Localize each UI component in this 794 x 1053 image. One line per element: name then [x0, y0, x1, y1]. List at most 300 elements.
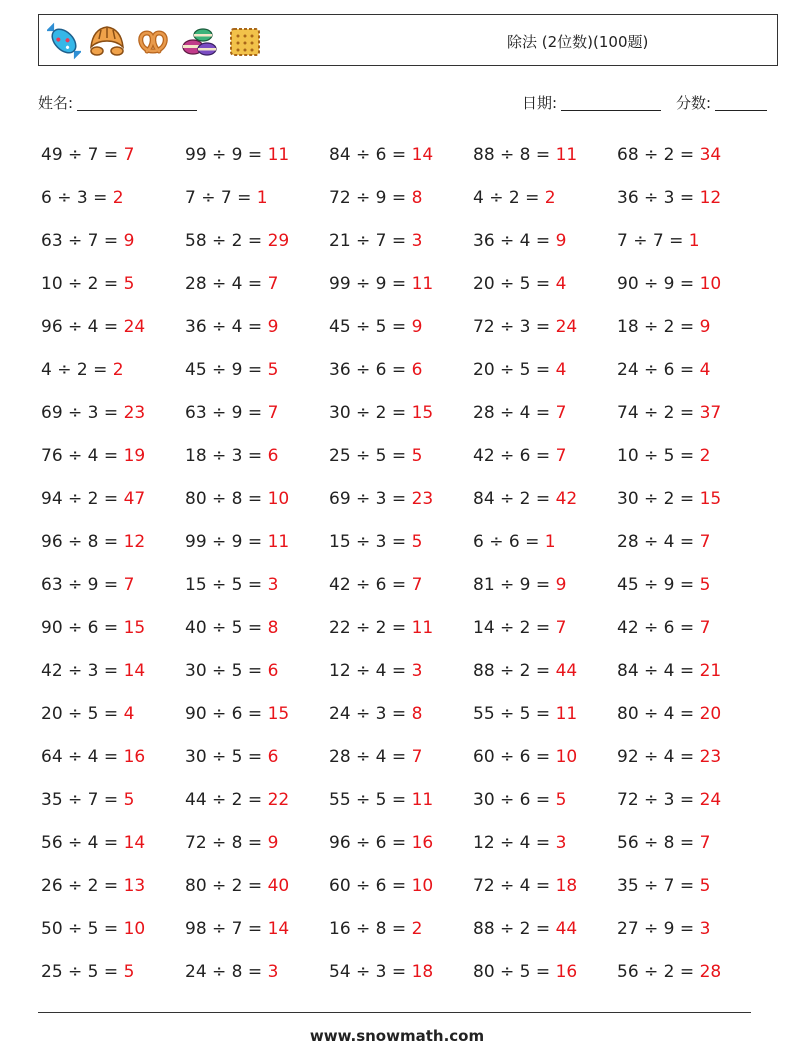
problem-cell [329, 785, 473, 828]
problem-question: 20 ÷ 5 = [41, 704, 119, 724]
problem-cell [473, 871, 617, 914]
footer-divider [38, 1012, 751, 1013]
problem-cell [473, 441, 617, 484]
problem-question: 42 ÷ 6 = [329, 575, 407, 595]
header-box [38, 14, 778, 66]
problem-question: 36 ÷ 4 = [185, 317, 263, 337]
problem-question: 63 ÷ 9 = [185, 403, 263, 423]
problem-cell [473, 269, 617, 312]
problem-cell [41, 699, 185, 742]
problem-answer: 24 [699, 790, 722, 810]
problem-cell [329, 742, 473, 785]
problem-answer: 5 [267, 360, 279, 380]
problem-question: 56 ÷ 2 = [617, 962, 695, 982]
problem-question: 4 ÷ 2 = [41, 360, 108, 380]
problem-answer: 23 [699, 747, 722, 767]
problem-cell [329, 570, 473, 613]
problem-question: 72 ÷ 3 = [473, 317, 551, 337]
problem-cell [617, 441, 761, 484]
problem-cell [41, 484, 185, 527]
problem-question: 22 ÷ 2 = [329, 618, 407, 638]
problem-cell [617, 226, 761, 269]
problem-question: 72 ÷ 8 = [185, 833, 263, 853]
problem-cell [617, 914, 761, 957]
problem-row [41, 355, 761, 398]
problem-question: 30 ÷ 2 = [617, 489, 695, 509]
problem-question: 64 ÷ 4 = [41, 747, 119, 767]
problem-question: 12 ÷ 4 = [329, 661, 407, 681]
problem-question: 55 ÷ 5 = [329, 790, 407, 810]
problem-cell [329, 656, 473, 699]
problem-answer: 16 [555, 962, 578, 982]
problem-question: 15 ÷ 5 = [185, 575, 263, 595]
problem-question: 96 ÷ 8 = [41, 532, 119, 552]
problem-answer: 34 [699, 145, 722, 165]
problem-question: 26 ÷ 2 = [41, 876, 119, 896]
problem-question: 81 ÷ 9 = [473, 575, 551, 595]
problem-question: 30 ÷ 5 = [185, 747, 263, 767]
problem-answer: 8 [267, 618, 279, 638]
problem-question: 88 ÷ 8 = [473, 145, 551, 165]
problem-question: 84 ÷ 6 = [329, 145, 407, 165]
problem-cell [185, 269, 329, 312]
problem-question: 72 ÷ 4 = [473, 876, 551, 896]
problem-cell [185, 441, 329, 484]
problem-answer: 11 [411, 274, 434, 294]
problem-cell [41, 742, 185, 785]
problem-question: 72 ÷ 9 = [329, 188, 407, 208]
problem-answer: 11 [267, 532, 290, 552]
problem-answer: 7 [123, 575, 135, 595]
problem-question: 90 ÷ 9 = [617, 274, 695, 294]
problem-question: 69 ÷ 3 = [329, 489, 407, 509]
cracker-icon [225, 21, 265, 61]
problem-question: 15 ÷ 3 = [329, 532, 407, 552]
problem-question: 30 ÷ 6 = [473, 790, 551, 810]
problem-answer: 1 [544, 532, 556, 552]
problem-cell [329, 226, 473, 269]
problem-answer: 7 [699, 532, 711, 552]
problem-question: 56 ÷ 4 = [41, 833, 119, 853]
date-blank[interactable] [561, 94, 661, 111]
problem-answer: 9 [267, 317, 279, 337]
problem-row [41, 398, 761, 441]
problem-cell [185, 226, 329, 269]
problem-question: 80 ÷ 4 = [617, 704, 695, 724]
problem-answer: 15 [267, 704, 290, 724]
problem-question: 12 ÷ 4 = [473, 833, 551, 853]
problem-answer: 7 [267, 274, 279, 294]
problem-question: 28 ÷ 4 = [617, 532, 695, 552]
problem-answer: 10 [411, 876, 434, 896]
score-label: 分数: [676, 94, 712, 112]
problem-answer: 3 [411, 661, 423, 681]
problem-answer: 7 [555, 618, 567, 638]
problem-question: 45 ÷ 9 = [617, 575, 695, 595]
problem-cell [185, 183, 329, 226]
problem-answer: 9 [699, 317, 711, 337]
problem-answer: 15 [699, 489, 722, 509]
problem-answer: 18 [411, 962, 434, 982]
problem-cell [41, 226, 185, 269]
problem-answer: 6 [267, 747, 279, 767]
problem-answer: 1 [688, 231, 700, 251]
problem-answer: 4 [555, 360, 567, 380]
problem-cell [473, 785, 617, 828]
problem-question: 60 ÷ 6 = [473, 747, 551, 767]
problem-answer: 8 [411, 188, 423, 208]
problem-cell [185, 785, 329, 828]
problem-answer: 6 [267, 661, 279, 681]
problem-answer: 5 [123, 962, 135, 982]
problem-cell [617, 140, 761, 183]
problem-cell [473, 828, 617, 871]
problem-question: 7 ÷ 7 = [617, 231, 684, 251]
problem-cell [473, 312, 617, 355]
problem-question: 10 ÷ 2 = [41, 274, 119, 294]
problem-cell [329, 398, 473, 441]
problem-answer: 7 [699, 618, 711, 638]
problem-answer: 12 [699, 188, 722, 208]
problem-row [41, 613, 761, 656]
problem-answer: 11 [555, 704, 578, 724]
problem-question: 42 ÷ 6 = [617, 618, 695, 638]
problem-row [41, 527, 761, 570]
problem-cell [329, 914, 473, 957]
problem-cell [473, 613, 617, 656]
problem-cell [329, 613, 473, 656]
problem-answer: 4 [699, 360, 711, 380]
problem-cell [617, 742, 761, 785]
problem-cell [41, 312, 185, 355]
problem-answer: 5 [411, 532, 423, 552]
croissant-icon [87, 21, 127, 61]
problem-question: 76 ÷ 4 = [41, 446, 119, 466]
date-field[interactable] [522, 92, 661, 113]
problem-question: 80 ÷ 8 = [185, 489, 263, 509]
problem-answer: 44 [555, 661, 578, 681]
problem-cell [41, 656, 185, 699]
problem-question: 88 ÷ 2 = [473, 661, 551, 681]
problem-question: 94 ÷ 2 = [41, 489, 119, 509]
problem-row [41, 441, 761, 484]
problem-row [41, 699, 761, 742]
problem-question: 99 ÷ 9 = [329, 274, 407, 294]
problem-answer: 3 [267, 962, 279, 982]
problem-question: 42 ÷ 3 = [41, 661, 119, 681]
problem-cell [41, 828, 185, 871]
problem-question: 80 ÷ 5 = [473, 962, 551, 982]
problem-answer: 2 [112, 188, 124, 208]
problem-row [41, 656, 761, 699]
problem-answer: 16 [411, 833, 434, 853]
problem-answer: 3 [699, 919, 711, 939]
problem-answer: 9 [411, 317, 423, 337]
problem-answer: 14 [123, 833, 146, 853]
problem-question: 35 ÷ 7 = [617, 876, 695, 896]
problem-cell [329, 140, 473, 183]
problem-question: 99 ÷ 9 = [185, 145, 263, 165]
problem-question: 68 ÷ 2 = [617, 145, 695, 165]
problem-cell [329, 699, 473, 742]
problem-answer: 37 [699, 403, 722, 423]
problem-answer: 7 [267, 403, 279, 423]
problem-cell [41, 871, 185, 914]
problem-answer: 3 [267, 575, 279, 595]
problem-question: 16 ÷ 8 = [329, 919, 407, 939]
problem-question: 80 ÷ 2 = [185, 876, 263, 896]
problem-answer: 22 [267, 790, 290, 810]
problem-row [41, 957, 761, 1000]
problem-row [41, 183, 761, 226]
problem-answer: 14 [267, 919, 290, 939]
problem-cell [41, 441, 185, 484]
problem-cell [617, 398, 761, 441]
problem-cell [329, 828, 473, 871]
problem-question: 36 ÷ 6 = [329, 360, 407, 380]
problem-answer: 2 [411, 919, 423, 939]
problem-cell [41, 957, 185, 1000]
problem-question: 74 ÷ 2 = [617, 403, 695, 423]
problem-answer: 9 [555, 231, 567, 251]
problem-answer: 14 [123, 661, 146, 681]
problem-question: 20 ÷ 5 = [473, 274, 551, 294]
problem-question: 28 ÷ 4 = [329, 747, 407, 767]
problem-question: 25 ÷ 5 = [41, 962, 119, 982]
problem-row [41, 484, 761, 527]
problem-answer: 15 [411, 403, 434, 423]
problem-answer: 14 [411, 145, 434, 165]
problem-row [41, 828, 761, 871]
problem-answer: 7 [411, 575, 423, 595]
problem-question: 6 ÷ 6 = [473, 532, 540, 552]
problem-cell [185, 742, 329, 785]
problem-answer: 5 [699, 575, 711, 595]
problem-question: 50 ÷ 5 = [41, 919, 119, 939]
problem-answer: 9 [123, 231, 135, 251]
problem-cell [41, 269, 185, 312]
problem-answer: 19 [123, 446, 146, 466]
problem-cell [329, 269, 473, 312]
problem-answer: 16 [123, 747, 146, 767]
score-field[interactable] [676, 92, 767, 113]
problem-cell [617, 527, 761, 570]
problem-answer: 24 [123, 317, 146, 337]
problem-row [41, 570, 761, 613]
problem-answer: 10 [123, 919, 146, 939]
problem-cell [617, 570, 761, 613]
problem-answer: 28 [699, 962, 722, 982]
problem-grid [41, 140, 761, 1000]
problem-answer: 24 [555, 317, 578, 337]
problem-question: 45 ÷ 5 = [329, 317, 407, 337]
problem-cell [41, 398, 185, 441]
problem-cell [329, 441, 473, 484]
problem-answer: 18 [555, 876, 578, 896]
problem-answer: 9 [267, 833, 279, 853]
problem-answer: 23 [411, 489, 434, 509]
problem-cell [473, 699, 617, 742]
problem-question: 36 ÷ 3 = [617, 188, 695, 208]
problem-cell [473, 742, 617, 785]
problem-question: 84 ÷ 4 = [617, 661, 695, 681]
problem-cell [185, 613, 329, 656]
problem-answer: 5 [123, 790, 135, 810]
problem-cell [41, 527, 185, 570]
problem-row [41, 312, 761, 355]
problem-question: 99 ÷ 9 = [185, 532, 263, 552]
problem-cell [473, 484, 617, 527]
problem-cell [617, 785, 761, 828]
problem-cell [185, 570, 329, 613]
problem-question: 49 ÷ 7 = [41, 145, 119, 165]
problem-cell [473, 656, 617, 699]
problem-answer: 11 [411, 790, 434, 810]
problem-question: 88 ÷ 2 = [473, 919, 551, 939]
problem-cell [329, 871, 473, 914]
problem-answer: 8 [411, 704, 423, 724]
problem-answer: 7 [555, 446, 567, 466]
problem-answer: 23 [123, 403, 146, 423]
problem-question: 27 ÷ 9 = [617, 919, 695, 939]
problem-question: 4 ÷ 2 = [473, 188, 540, 208]
problem-cell [41, 183, 185, 226]
problem-question: 44 ÷ 2 = [185, 790, 263, 810]
problem-answer: 40 [267, 876, 290, 896]
problem-answer: 2 [544, 188, 556, 208]
problem-answer: 10 [555, 747, 578, 767]
problem-answer: 15 [123, 618, 146, 638]
problem-row [41, 140, 761, 183]
problem-question: 35 ÷ 7 = [41, 790, 119, 810]
problem-cell [617, 312, 761, 355]
problem-question: 92 ÷ 4 = [617, 747, 695, 767]
problem-cell [617, 613, 761, 656]
problem-cell [185, 484, 329, 527]
problem-cell [473, 914, 617, 957]
problem-row [41, 269, 761, 312]
problem-cell [617, 699, 761, 742]
problem-question: 24 ÷ 8 = [185, 962, 263, 982]
problem-answer: 4 [555, 274, 567, 294]
problem-cell [185, 914, 329, 957]
problem-cell [617, 957, 761, 1000]
problem-cell [473, 570, 617, 613]
problem-question: 7 ÷ 7 = [185, 188, 252, 208]
problem-cell [473, 398, 617, 441]
problem-answer: 7 [699, 833, 711, 853]
problem-cell [329, 355, 473, 398]
problem-answer: 5 [699, 876, 711, 896]
problem-answer: 2 [699, 446, 711, 466]
problem-answer: 11 [555, 145, 578, 165]
problem-cell [329, 183, 473, 226]
problem-answer: 44 [555, 919, 578, 939]
problem-cell [185, 656, 329, 699]
problem-question: 28 ÷ 4 = [185, 274, 263, 294]
problem-question: 24 ÷ 3 = [329, 704, 407, 724]
problem-question: 21 ÷ 7 = [329, 231, 407, 251]
problem-answer: 11 [267, 145, 290, 165]
pretzel-icon [133, 21, 173, 61]
problem-question: 60 ÷ 6 = [329, 876, 407, 896]
problem-question: 63 ÷ 7 = [41, 231, 119, 251]
problem-cell [185, 699, 329, 742]
problem-answer: 6 [267, 446, 279, 466]
problem-question: 36 ÷ 4 = [473, 231, 551, 251]
candy-icon [47, 21, 81, 61]
problem-answer: 10 [267, 489, 290, 509]
worksheet-title: 除法 (2位数)(100题) [507, 33, 649, 51]
problem-question: 96 ÷ 4 = [41, 317, 119, 337]
problem-answer: 9 [555, 575, 567, 595]
problem-question: 90 ÷ 6 = [185, 704, 263, 724]
problem-answer: 3 [411, 231, 423, 251]
problem-cell [329, 527, 473, 570]
problem-question: 18 ÷ 3 = [185, 446, 263, 466]
problem-row [41, 871, 761, 914]
problem-question: 30 ÷ 5 = [185, 661, 263, 681]
problem-question: 69 ÷ 3 = [41, 403, 119, 423]
problem-cell [473, 355, 617, 398]
problem-cell [41, 355, 185, 398]
problem-answer: 4 [123, 704, 135, 724]
problem-cell [617, 269, 761, 312]
problem-cell [185, 871, 329, 914]
problem-question: 55 ÷ 5 = [473, 704, 551, 724]
problem-question: 30 ÷ 2 = [329, 403, 407, 423]
problem-question: 40 ÷ 5 = [185, 618, 263, 638]
problem-question: 20 ÷ 5 = [473, 360, 551, 380]
name-field[interactable] [38, 92, 197, 113]
problem-cell [185, 957, 329, 1000]
problem-cell [41, 914, 185, 957]
problem-question: 14 ÷ 2 = [473, 618, 551, 638]
problem-cell [41, 570, 185, 613]
problem-answer: 2 [112, 360, 124, 380]
problem-cell [617, 828, 761, 871]
problem-question: 10 ÷ 5 = [617, 446, 695, 466]
problem-question: 56 ÷ 8 = [617, 833, 695, 853]
name-blank[interactable] [77, 94, 197, 111]
problem-question: 28 ÷ 4 = [473, 403, 551, 423]
problem-answer: 5 [555, 790, 567, 810]
problem-answer: 11 [411, 618, 434, 638]
problem-question: 6 ÷ 3 = [41, 188, 108, 208]
problem-answer: 21 [699, 661, 722, 681]
problem-row [41, 914, 761, 957]
problem-question: 84 ÷ 2 = [473, 489, 551, 509]
problem-question: 42 ÷ 6 = [473, 446, 551, 466]
problem-cell [617, 871, 761, 914]
problem-cell [41, 785, 185, 828]
problem-cell [185, 527, 329, 570]
problem-cell [185, 312, 329, 355]
problem-cell [617, 183, 761, 226]
problem-row [41, 226, 761, 269]
problem-answer: 7 [411, 747, 423, 767]
problem-answer: 29 [267, 231, 290, 251]
problem-cell [473, 226, 617, 269]
problem-cell [473, 140, 617, 183]
problem-question: 24 ÷ 6 = [617, 360, 695, 380]
problem-answer: 5 [123, 274, 135, 294]
problem-answer: 7 [555, 403, 567, 423]
problem-cell [41, 140, 185, 183]
problem-answer: 13 [123, 876, 146, 896]
date-label: 日期: [522, 94, 558, 112]
score-blank[interactable] [715, 94, 767, 111]
